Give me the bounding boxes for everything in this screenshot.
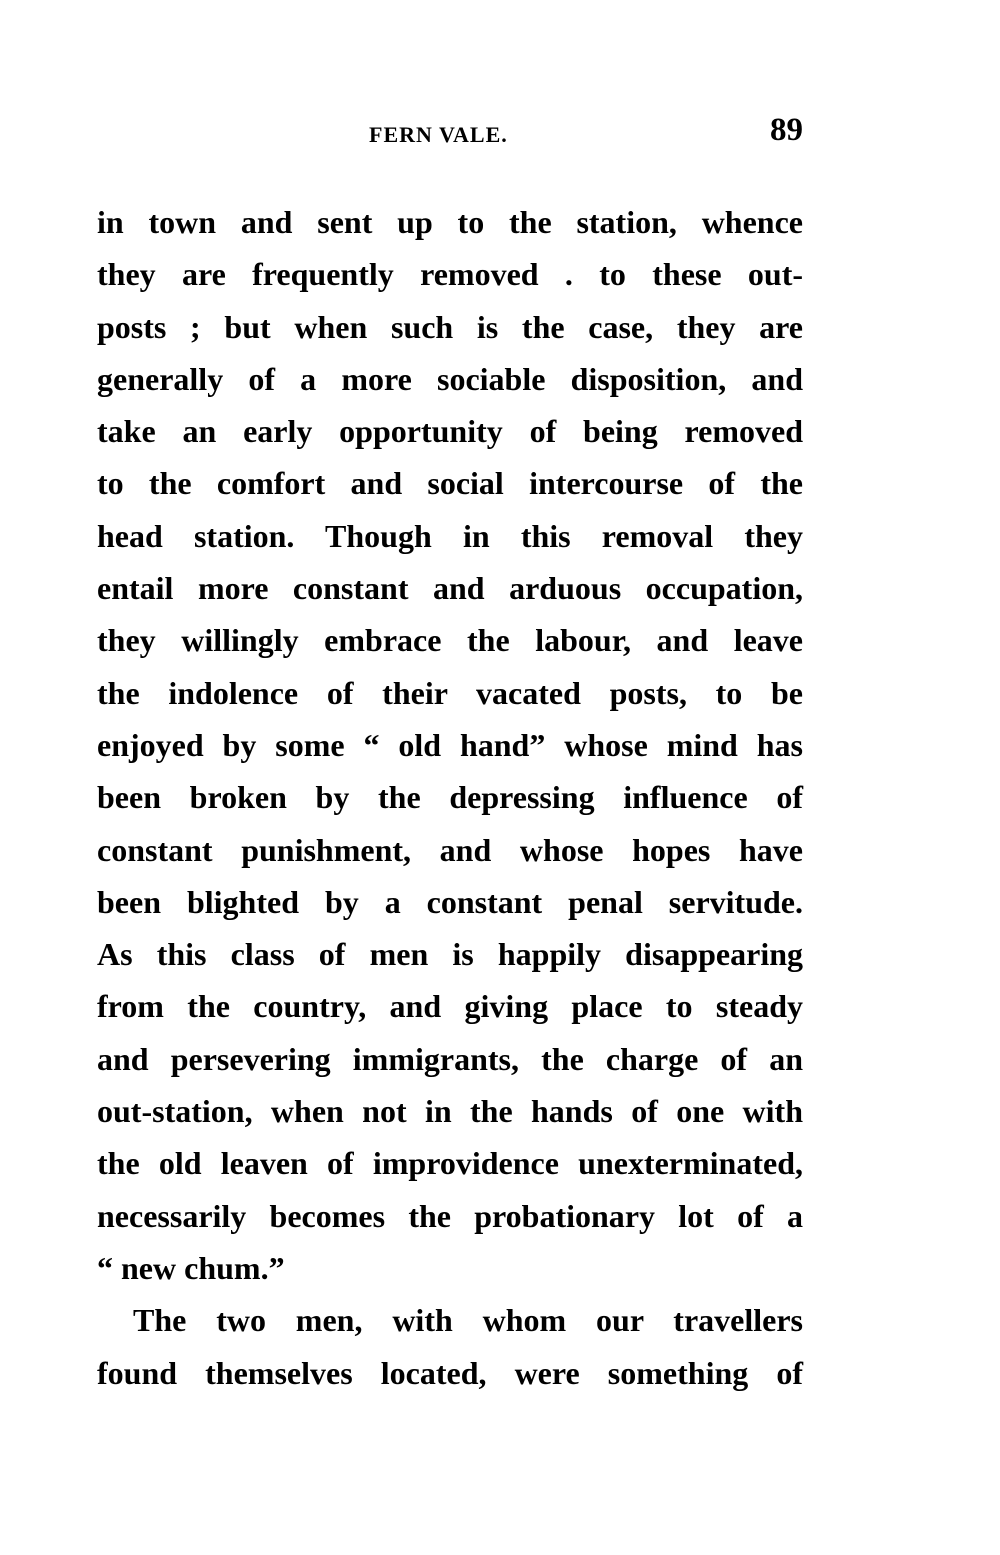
text-line: been broken by the depressing influence of (97, 779, 803, 816)
text-line: necessarily becomes the probationary lot of a (97, 1197, 803, 1234)
text-line: in town and sent up to the station, whence (97, 204, 803, 240)
text-line: posts ; but when such is the case, they are (97, 308, 803, 345)
text-line: enjoyed by some “ old hand” whose mind has (97, 726, 803, 763)
text-line: constant punishment, and whose hopes have (97, 831, 803, 868)
text-line: out-station, when not in the hands of one with (97, 1093, 803, 1130)
body-text (97, 196, 803, 1399)
text-line: take an early opportunity of being removed (97, 413, 803, 450)
text-line: the old leaven of improvidence unexterminated, (97, 1145, 803, 1182)
text-line: “ new chum.” (97, 1249, 285, 1286)
text-line: The two men, with whom our travellers (133, 1302, 803, 1339)
text-line: from the country, and giving place to steady (97, 988, 803, 1025)
text-line: found themselves located, were something of (97, 1354, 803, 1391)
running-title: FERN VALE. (369, 122, 508, 147)
text-line: head station. Though in this removal they (97, 517, 803, 554)
text-line: to the comfort and social intercourse of the (97, 465, 803, 502)
text-line: they are frequently removed . to these out- (97, 256, 803, 293)
text-line: and persevering immigrants, the charge of an (97, 1040, 803, 1077)
page-number: 89 (770, 112, 803, 148)
text-line: they willingly embrace the labour, and leave (97, 622, 803, 659)
text-line: As this class of men is happily disappearing (97, 936, 803, 973)
text-line: the indolence of their vacated posts, to be (97, 674, 803, 711)
text-line: been blighted by a constant penal servitude. (97, 883, 803, 920)
text-line: generally of a more sociable disposition, and (97, 360, 803, 397)
page-header (97, 112, 803, 156)
text-line: entail more constant and arduous occupation, (97, 570, 803, 607)
